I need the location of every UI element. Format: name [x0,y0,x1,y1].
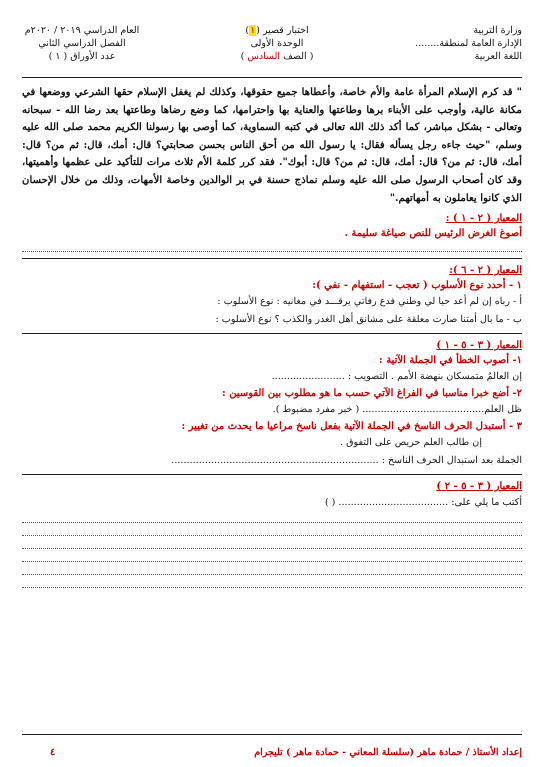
writing-line[interactable] [22,536,522,549]
header [22,22,522,77]
exam-page [22,22,522,757]
criterion-3-sentence-2: ظل العلم........................................ ( خبر مفرد مضبوط ). [272,404,522,416]
reading-passage: " قد كرم الإسلام المرأة عامة والأم خاصة، وأعطاها جميع حقوقها، وكذلك لم يغفل الإسلام حقها الشرعي ووضعها في مكانة عالية، وأوجب على الأبناء برها وطاعتها والعناية بها واحترامها، كما وضع رضاها وطاعتها بعد رضا الله - سبحانه وتعالى - بشكل مباشر، كما أكد ذلك الله تعالى في كتبه السماوية، كما أوصى بها رسولنا الكريم محمد صلى الله عليه وسلم، "حيث جاءه رجل يسأله فقال: يا رسول الله من أحق الناس بحسن صحابتي؟ قال: أمك، قال: ثم من؟ قال: أمك، قال: ثم من؟ قال: أمك، قال: ثم من؟ قال: أبوك". فقد كرر كلمة الأم ثلاث مرات للتأكيد على عظمها وأهميتها، وقد كان أصحاب الرسول صلى الله عليه وسلم نماذج حسنة في بر الوالدين وخاصة الأمهات، وذلك من خلال الإحسان الذي كانوا يعاملون به أمهاتهم." [22,86,522,204]
district-label: الإدارة العامة لمنطقة........ [415,38,522,49]
year-label: العام الدراسي ٢٠١٩ / ٢٠٢٠م [24,25,140,36]
header-left [22,24,142,63]
criterion-1-title: المعيار ( ٢ - ١ ) : [445,213,522,225]
footer-divider [22,734,522,735]
unit-label: الوحدة الأولى [250,38,304,49]
answer-line[interactable] [22,239,522,252]
criterion-2-question: ١ - أحدد نوع الأسلوب ( تعجب - استفهام - نفي ): [312,280,522,292]
criterion-3-answer: الجملة بعد استبدال الحرف الناسخ : .................................................................... [171,455,522,467]
criterion-4-title: المعيار ( ٣ - ٥ - ٢ ) [436,481,522,493]
writing-line[interactable] [22,510,522,523]
pages-label: عدد الأوراق ( ١ ) [48,51,116,62]
criterion-3-title: المعيار ( ٣ - ٥ - ١ ) [436,340,522,352]
subject-label: اللغة العربية [474,51,522,62]
test-number: ١ [250,25,256,36]
writing-line[interactable] [22,549,522,562]
section-divider [22,258,522,259]
semester-label: الفصل الدراسي الثاني [38,38,126,49]
criterion-1-question: أصوغ الغرض الرئيس للنص صياغة سليمة . [344,228,522,240]
page-number: ٤ [50,747,56,758]
header-divider [22,77,522,78]
writing-line[interactable] [22,523,522,536]
criterion-3-sentence-1: إن العالمُ متمسكان بنهضة الأمم . التصويب : ........................ [271,371,522,383]
header-middle [222,24,332,63]
ministry-label: وزارة التربية [473,25,522,36]
style-item-a: أ - رباه إن لم أعد حيا لي وطني فدع رفاتي يرقـــد في مغانيه : نوع الأسلوب : [217,296,522,308]
writing-line[interactable] [22,575,522,588]
test-title: اختبار قصير (١) [245,25,309,36]
criterion-3-question-1: ١- أصوب الخطأ في الجملة الآتية : [379,355,522,367]
header-right [415,24,522,63]
criterion-3-question-2: ٢- أضع خبرا مناسبا في الفراغ الآتي حسب ما هو مطلوب بين القوسين : [222,388,522,400]
section-divider [22,333,522,334]
style-item-b: ب - ما بال أمتنا صارت معلقة على مشانق أهل الغدر والكذب ؟ نوع الأسلوب : [215,314,522,326]
author-credit: إعداد الأستاذ / حمادة ماهر (سلسلة المعاني - حمادة ماهر ) تليجرام [254,747,522,758]
criterion-3-sentence-3: إن طالب العلم حريص على التفوق . [339,437,482,449]
criterion-2-title: المعيار ( ٢ - ٦ ): [449,265,522,277]
grade-label: ( الصف السادس ) [240,51,314,62]
section-divider [22,474,522,475]
criterion-4-question: أكتب ما يلي على: .................................... ( ) [324,497,522,509]
criterion-3-question-3: ٣ - أستبدل الحرف الناسخ في الجملة الآتية بفعل ناسخ مراعيا ما يحدث من تغيير : [181,421,522,433]
writing-line[interactable] [22,562,522,575]
